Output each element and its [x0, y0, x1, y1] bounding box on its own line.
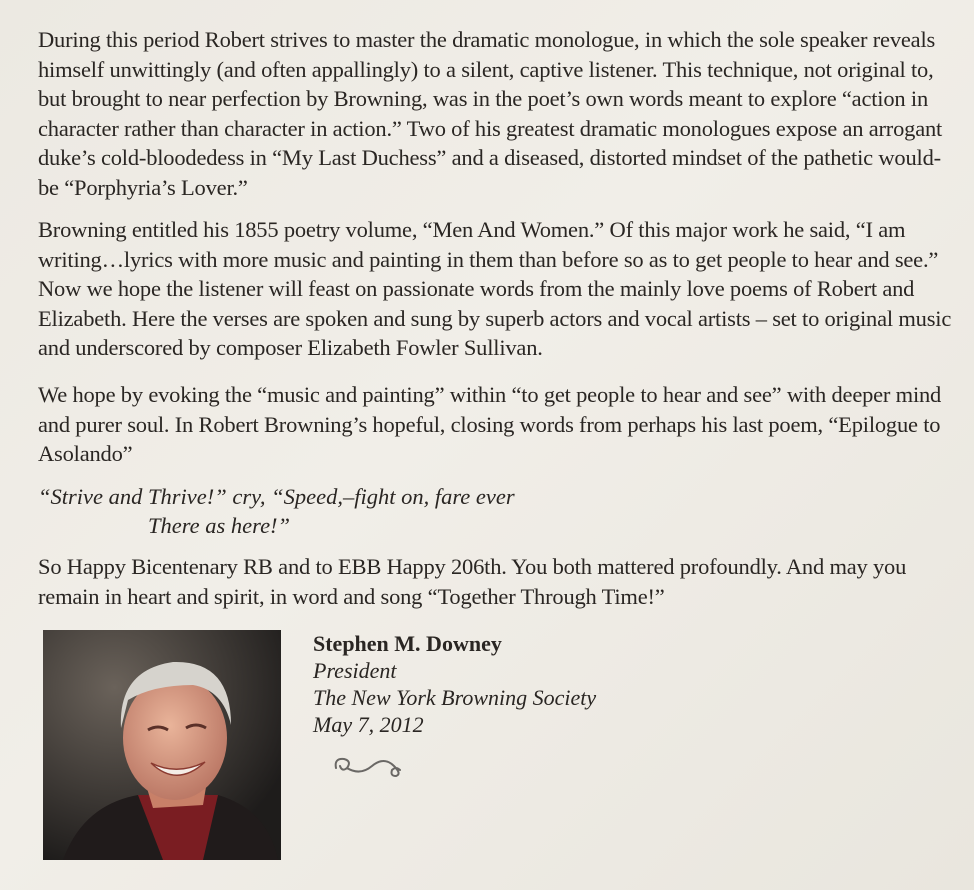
- ornament-flourish-icon: [330, 752, 408, 780]
- paragraph-music-and-painting: We hope by evoking the “music and painting” within “to get people to hear and see” with deeper mind and purer soul. In Robert Browning’s hopeful, closing words from perhaps his last poem, “Epilogue to Asolando”: [38, 382, 942, 466]
- signature-block: [313, 630, 596, 738]
- quote-line-2: There as here!”: [148, 513, 291, 538]
- paragraph-bicentenary: So Happy Bicentenary RB and to EBB Happy 206th. You both mattered profoundly. And may you remain in heart and spirit, in word and song “Together Through Time!”: [38, 554, 907, 609]
- signature-organization: The New York Browning Society: [313, 685, 597, 710]
- paragraph-dramatic-monologue: During this period Robert strives to master the dramatic monologue, in which the sole speaker reveals himself unwittingly (and often appallingly) to a silent, captive listener. This technique, not original to, but brought to near perfection by Browning, was in the poet’s own words meant to explore “action in character rather than character in action.” Two of his greatest dramatic monologues expose an arrogant duke’s cold-bloodedess in “My Last Duchess” and a diseased, distorted mindset of the pathetic would-be “Porphyria’s Lover.”: [38, 27, 943, 200]
- signature-title: President: [313, 658, 397, 683]
- signature-date: May 7, 2012: [313, 712, 424, 737]
- epilogue-quote: [38, 482, 738, 540]
- author-portrait-photo: [43, 630, 281, 860]
- signature-name: Stephen M. Downey: [313, 631, 502, 656]
- paragraph-men-and-women: Browning entitled his 1855 poetry volume, “Men And Women.” Of this major work he said, “I am writing…lyrics with more music and painting in them than before so as to get people to hear and see.” Now we hope the listener will feast on passionate words from the mainly love poems of Robert and Elizabeth. Here the verses are spoken and sung by superb actors and vocal artists – set to original music and underscored by composer Elizabeth Fowler Sullivan.: [38, 217, 952, 360]
- quote-line-1: “Strive and Thrive!” cry, “Speed,–fight on, fare ever: [38, 484, 515, 509]
